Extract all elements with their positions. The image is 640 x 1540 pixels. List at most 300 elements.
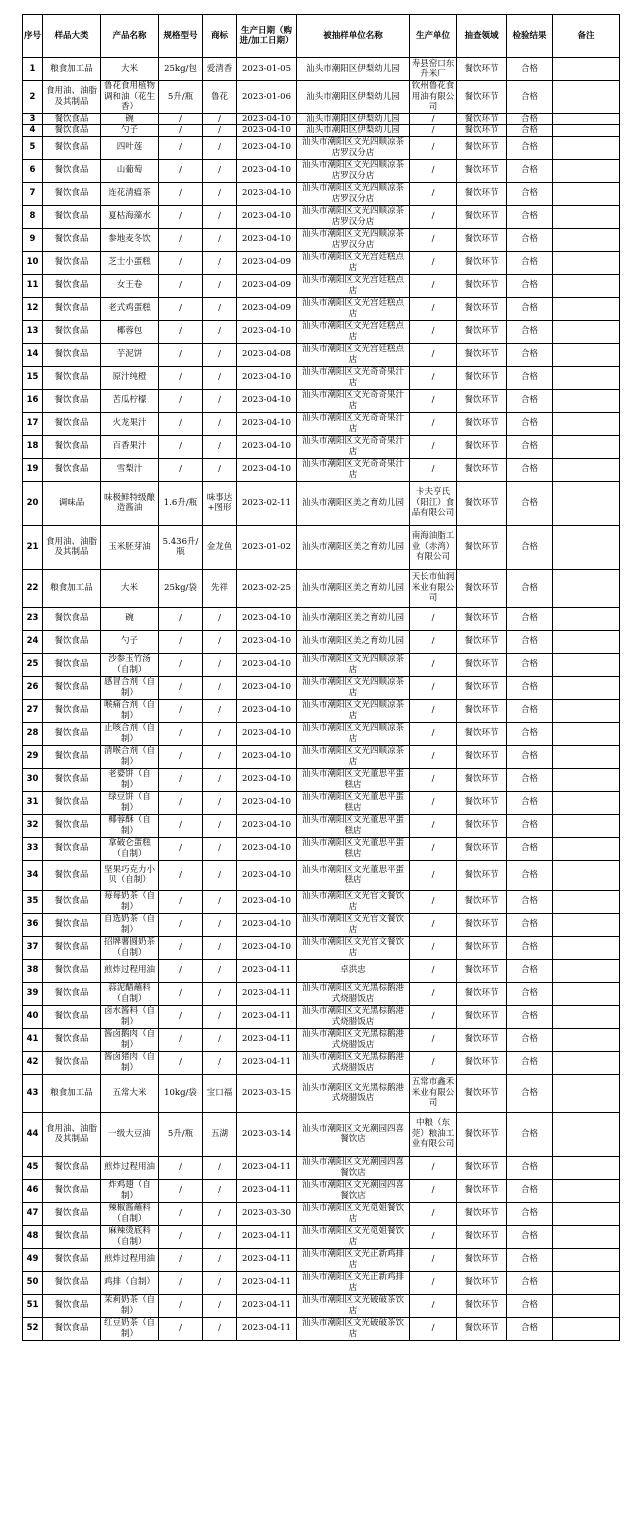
cell-sampled-unit: 汕头市潮阳区文光四顺凉茶店罗汉分店 bbox=[297, 205, 410, 228]
cell-date: 2023-04-11 bbox=[237, 1271, 297, 1294]
cell-date: 2023-04-11 bbox=[237, 1225, 297, 1248]
cell-product-name: 坚果巧克力小贝（自制） bbox=[101, 860, 159, 890]
cell-domain: 餐饮环节 bbox=[457, 768, 507, 791]
cell-category: 餐饮食品 bbox=[43, 699, 101, 722]
cell-index: 47 bbox=[23, 1202, 43, 1225]
cell-sampled-unit: 汕头市潮阳区美之育幼儿园 bbox=[297, 481, 410, 525]
cell-product-name: 炸鸡翅（自制） bbox=[101, 1179, 159, 1202]
cell-spec: / bbox=[159, 814, 203, 837]
cell-domain: 餐饮环节 bbox=[457, 1225, 507, 1248]
cell-manufacturer: / bbox=[410, 1294, 457, 1317]
cell-result: 合格 bbox=[507, 1179, 553, 1202]
cell-category: 餐饮食品 bbox=[43, 113, 101, 125]
cell-product-name: 苦瓜柠檬 bbox=[101, 389, 159, 412]
cell-remarks bbox=[553, 1225, 620, 1248]
header-result: 检验结果 bbox=[507, 15, 553, 58]
cell-date: 2023-04-11 bbox=[237, 1294, 297, 1317]
cell-manufacturer: / bbox=[410, 125, 457, 137]
cell-index: 22 bbox=[23, 569, 43, 607]
cell-category: 食用油、油脂及其制品 bbox=[43, 1112, 101, 1156]
cell-manufacturer: / bbox=[410, 1051, 457, 1074]
cell-result: 合格 bbox=[507, 699, 553, 722]
cell-remarks bbox=[553, 58, 620, 81]
cell-category: 餐饮食品 bbox=[43, 366, 101, 389]
cell-remarks bbox=[553, 890, 620, 913]
cell-brand: / bbox=[203, 630, 237, 653]
cell-remarks bbox=[553, 136, 620, 159]
cell-spec: / bbox=[159, 936, 203, 959]
cell-index: 2 bbox=[23, 81, 43, 114]
cell-result: 合格 bbox=[507, 653, 553, 676]
cell-index: 41 bbox=[23, 1028, 43, 1051]
cell-brand: / bbox=[203, 676, 237, 699]
cell-spec: / bbox=[159, 1202, 203, 1225]
cell-domain: 餐饮环节 bbox=[457, 320, 507, 343]
cell-brand: / bbox=[203, 274, 237, 297]
cell-spec: / bbox=[159, 1225, 203, 1248]
table-body bbox=[23, 58, 620, 1341]
header-date: 生产日期（购进/加工日期） bbox=[237, 15, 297, 58]
cell-product-name: 卤水酱料（自制） bbox=[101, 1005, 159, 1028]
table-row bbox=[23, 125, 620, 137]
cell-result: 合格 bbox=[507, 297, 553, 320]
table-row bbox=[23, 1317, 620, 1340]
cell-product-name: 百香果汁 bbox=[101, 435, 159, 458]
cell-index: 5 bbox=[23, 136, 43, 159]
cell-category: 餐饮食品 bbox=[43, 251, 101, 274]
cell-domain: 餐饮环节 bbox=[457, 699, 507, 722]
cell-product-name: 勺子 bbox=[101, 630, 159, 653]
cell-spec: / bbox=[159, 366, 203, 389]
table-row bbox=[23, 653, 620, 676]
cell-product-name: 连花清瘟茶 bbox=[101, 182, 159, 205]
cell-manufacturer: 钦州鲁花食用油有限公司 bbox=[410, 81, 457, 114]
cell-result: 合格 bbox=[507, 1005, 553, 1028]
cell-spec: / bbox=[159, 182, 203, 205]
cell-result: 合格 bbox=[507, 205, 553, 228]
table-row bbox=[23, 1179, 620, 1202]
cell-index: 10 bbox=[23, 251, 43, 274]
cell-index: 19 bbox=[23, 458, 43, 481]
table-row bbox=[23, 343, 620, 366]
cell-product-name: 老婆饼（自制） bbox=[101, 768, 159, 791]
cell-domain: 餐饮环节 bbox=[457, 913, 507, 936]
cell-result: 合格 bbox=[507, 814, 553, 837]
table-row bbox=[23, 982, 620, 1005]
cell-index: 4 bbox=[23, 125, 43, 137]
cell-result: 合格 bbox=[507, 136, 553, 159]
cell-brand: / bbox=[203, 913, 237, 936]
table-row bbox=[23, 814, 620, 837]
cell-category: 餐饮食品 bbox=[43, 791, 101, 814]
cell-result: 合格 bbox=[507, 525, 553, 569]
table-row bbox=[23, 607, 620, 630]
cell-remarks bbox=[553, 81, 620, 114]
cell-spec: / bbox=[159, 699, 203, 722]
cell-category: 餐饮食品 bbox=[43, 228, 101, 251]
cell-index: 21 bbox=[23, 525, 43, 569]
cell-result: 合格 bbox=[507, 1074, 553, 1112]
cell-sampled-unit: 汕头市潮阳区文光董思平蛋糕店 bbox=[297, 768, 410, 791]
cell-manufacturer: / bbox=[410, 136, 457, 159]
cell-sampled-unit: 汕头市潮阳区文光董思平蛋糕店 bbox=[297, 860, 410, 890]
cell-product-name: 大米 bbox=[101, 569, 159, 607]
cell-domain: 餐饮环节 bbox=[457, 722, 507, 745]
cell-product-name: 清喉合剂（自制） bbox=[101, 745, 159, 768]
cell-remarks bbox=[553, 525, 620, 569]
cell-manufacturer: / bbox=[410, 1202, 457, 1225]
cell-result: 合格 bbox=[507, 768, 553, 791]
cell-sampled-unit: 汕头市潮阳区文光四顺凉茶店 bbox=[297, 676, 410, 699]
cell-brand: / bbox=[203, 890, 237, 913]
cell-remarks bbox=[553, 1248, 620, 1271]
cell-product-name: 蒜泥醋蘸料（自制） bbox=[101, 982, 159, 1005]
cell-remarks bbox=[553, 435, 620, 458]
cell-result: 合格 bbox=[507, 1248, 553, 1271]
cell-product-name: 芝士小蛋糕 bbox=[101, 251, 159, 274]
cell-sampled-unit: 汕头市潮阳区文光四顺凉茶店 bbox=[297, 699, 410, 722]
cell-domain: 餐饮环节 bbox=[457, 251, 507, 274]
cell-index: 46 bbox=[23, 1179, 43, 1202]
cell-result: 合格 bbox=[507, 343, 553, 366]
cell-category: 餐饮食品 bbox=[43, 722, 101, 745]
header-domain: 抽查领域 bbox=[457, 15, 507, 58]
cell-sampled-unit: 汕头市潮阳区文光四顺凉茶店罗汉分店 bbox=[297, 228, 410, 251]
table-header-row bbox=[23, 15, 620, 58]
cell-spec: / bbox=[159, 228, 203, 251]
cell-result: 合格 bbox=[507, 320, 553, 343]
cell-index: 33 bbox=[23, 837, 43, 860]
cell-category: 餐饮食品 bbox=[43, 343, 101, 366]
cell-brand: / bbox=[203, 297, 237, 320]
cell-spec: / bbox=[159, 860, 203, 890]
cell-sampled-unit: 汕头市潮阳区文光宫廷糕点店 bbox=[297, 274, 410, 297]
cell-index: 52 bbox=[23, 1317, 43, 1340]
cell-remarks bbox=[553, 1112, 620, 1156]
cell-sampled-unit: 汕头市潮阳区文光觅姐餐饮店 bbox=[297, 1225, 410, 1248]
cell-domain: 餐饮环节 bbox=[457, 1028, 507, 1051]
cell-spec: / bbox=[159, 768, 203, 791]
header-remarks: 备注 bbox=[553, 15, 620, 58]
cell-category: 餐饮食品 bbox=[43, 412, 101, 435]
cell-product-name: 味极鲜特级酿造酱油 bbox=[101, 481, 159, 525]
cell-domain: 餐饮环节 bbox=[457, 1074, 507, 1112]
cell-result: 合格 bbox=[507, 1317, 553, 1340]
cell-remarks bbox=[553, 1156, 620, 1179]
header-category: 样品大类 bbox=[43, 15, 101, 58]
cell-date: 2023-04-10 bbox=[237, 791, 297, 814]
cell-brand: / bbox=[203, 205, 237, 228]
cell-date: 2023-04-10 bbox=[237, 412, 297, 435]
cell-date: 2023-03-14 bbox=[237, 1112, 297, 1156]
header-manufacturer: 生产单位 bbox=[410, 15, 457, 58]
cell-spec: 5.436升/瓶 bbox=[159, 525, 203, 569]
table-row bbox=[23, 630, 620, 653]
table-row bbox=[23, 205, 620, 228]
table-row bbox=[23, 959, 620, 982]
cell-brand: / bbox=[203, 1028, 237, 1051]
cell-result: 合格 bbox=[507, 745, 553, 768]
cell-domain: 餐饮环节 bbox=[457, 136, 507, 159]
cell-domain: 餐饮环节 bbox=[457, 1202, 507, 1225]
cell-category: 餐饮食品 bbox=[43, 136, 101, 159]
cell-index: 20 bbox=[23, 481, 43, 525]
cell-spec: / bbox=[159, 913, 203, 936]
cell-spec: / bbox=[159, 1028, 203, 1051]
cell-spec: / bbox=[159, 607, 203, 630]
cell-brand: / bbox=[203, 125, 237, 137]
cell-brand: / bbox=[203, 791, 237, 814]
cell-date: 2023-04-10 bbox=[237, 913, 297, 936]
table-row bbox=[23, 1005, 620, 1028]
cell-remarks bbox=[553, 297, 620, 320]
cell-manufacturer: / bbox=[410, 389, 457, 412]
cell-date: 2023-04-11 bbox=[237, 1005, 297, 1028]
cell-brand: / bbox=[203, 607, 237, 630]
cell-brand: / bbox=[203, 1005, 237, 1028]
cell-category: 餐饮食品 bbox=[43, 860, 101, 890]
cell-product-name: 止咳合剂（自制） bbox=[101, 722, 159, 745]
cell-brand: / bbox=[203, 959, 237, 982]
cell-result: 合格 bbox=[507, 251, 553, 274]
cell-date: 2023-04-11 bbox=[237, 1317, 297, 1340]
cell-date: 2023-04-09 bbox=[237, 297, 297, 320]
cell-spec: / bbox=[159, 1005, 203, 1028]
cell-product-name: 茉莉奶茶（自制） bbox=[101, 1294, 159, 1317]
cell-domain: 餐饮环节 bbox=[457, 205, 507, 228]
cell-category: 餐饮食品 bbox=[43, 1271, 101, 1294]
cell-index: 23 bbox=[23, 607, 43, 630]
cell-result: 合格 bbox=[507, 389, 553, 412]
cell-domain: 餐饮环节 bbox=[457, 159, 507, 182]
cell-date: 2023-04-11 bbox=[237, 982, 297, 1005]
cell-product-name: 夏枯海藻水 bbox=[101, 205, 159, 228]
cell-product-name: 红豆奶茶（自制） bbox=[101, 1317, 159, 1340]
cell-domain: 餐饮环节 bbox=[457, 343, 507, 366]
cell-brand: / bbox=[203, 182, 237, 205]
cell-sampled-unit: 汕头市潮阳区文光四顺凉茶店罗汉分店 bbox=[297, 159, 410, 182]
cell-domain: 餐饮环节 bbox=[457, 982, 507, 1005]
cell-sampled-unit: 汕头市潮阳区文光黑棕鹅港式烧腊饭店 bbox=[297, 1005, 410, 1028]
table-row bbox=[23, 791, 620, 814]
cell-category: 餐饮食品 bbox=[43, 1317, 101, 1340]
cell-product-name: 雪梨汁 bbox=[101, 458, 159, 481]
cell-domain: 餐饮环节 bbox=[457, 1294, 507, 1317]
table-row bbox=[23, 297, 620, 320]
cell-date: 2023-04-08 bbox=[237, 343, 297, 366]
table-row bbox=[23, 1248, 620, 1271]
table-row bbox=[23, 81, 620, 114]
header-index: 序号 bbox=[23, 15, 43, 58]
cell-brand: / bbox=[203, 982, 237, 1005]
cell-spec: / bbox=[159, 343, 203, 366]
cell-spec: / bbox=[159, 1248, 203, 1271]
cell-spec: / bbox=[159, 791, 203, 814]
cell-category: 粮食加工品 bbox=[43, 58, 101, 81]
cell-date: 2023-04-10 bbox=[237, 205, 297, 228]
cell-domain: 餐饮环节 bbox=[457, 297, 507, 320]
cell-domain: 餐饮环节 bbox=[457, 1051, 507, 1074]
cell-sampled-unit: 汕头市潮阳区文光奇奇果汁店 bbox=[297, 389, 410, 412]
cell-remarks bbox=[553, 1202, 620, 1225]
cell-result: 合格 bbox=[507, 228, 553, 251]
cell-sampled-unit: 汕头市潮阳区文光黑棕鹅港式烧腊饭店 bbox=[297, 1074, 410, 1112]
cell-result: 合格 bbox=[507, 435, 553, 458]
table-row bbox=[23, 837, 620, 860]
cell-category: 粮食加工品 bbox=[43, 1074, 101, 1112]
table-row bbox=[23, 58, 620, 81]
cell-manufacturer: / bbox=[410, 959, 457, 982]
cell-remarks bbox=[553, 113, 620, 125]
cell-domain: 餐饮环节 bbox=[457, 569, 507, 607]
cell-index: 28 bbox=[23, 722, 43, 745]
cell-domain: 餐饮环节 bbox=[457, 182, 507, 205]
cell-brand: / bbox=[203, 251, 237, 274]
cell-product-name: 喉痛合剂（自制） bbox=[101, 699, 159, 722]
cell-remarks bbox=[553, 481, 620, 525]
cell-sampled-unit: 汕头市潮阳区文光官文餐饮店 bbox=[297, 913, 410, 936]
table-row bbox=[23, 1271, 620, 1294]
cell-domain: 餐饮环节 bbox=[457, 630, 507, 653]
cell-product-name: 老式鸡蛋糕 bbox=[101, 297, 159, 320]
cell-brand: / bbox=[203, 814, 237, 837]
cell-sampled-unit: 汕头市潮阳区文光破破茶饮店 bbox=[297, 1317, 410, 1340]
cell-remarks bbox=[553, 343, 620, 366]
cell-spec: / bbox=[159, 320, 203, 343]
cell-index: 18 bbox=[23, 435, 43, 458]
cell-product-name: 火龙果汁 bbox=[101, 412, 159, 435]
cell-domain: 餐饮环节 bbox=[457, 837, 507, 860]
cell-date: 2023-04-09 bbox=[237, 251, 297, 274]
cell-remarks bbox=[553, 1179, 620, 1202]
cell-brand: / bbox=[203, 366, 237, 389]
cell-result: 合格 bbox=[507, 412, 553, 435]
cell-category: 餐饮食品 bbox=[43, 1156, 101, 1179]
cell-index: 7 bbox=[23, 182, 43, 205]
cell-index: 37 bbox=[23, 936, 43, 959]
table-row bbox=[23, 890, 620, 913]
cell-date: 2023-04-10 bbox=[237, 722, 297, 745]
cell-product-name: 椰蓉酥（自制） bbox=[101, 814, 159, 837]
cell-brand: / bbox=[203, 768, 237, 791]
cell-remarks bbox=[553, 458, 620, 481]
table-row bbox=[23, 1074, 620, 1112]
cell-result: 合格 bbox=[507, 890, 553, 913]
cell-sampled-unit: 汕头市潮阳区文光宫廷糕点店 bbox=[297, 320, 410, 343]
table-row bbox=[23, 435, 620, 458]
cell-category: 餐饮食品 bbox=[43, 320, 101, 343]
cell-manufacturer: / bbox=[410, 860, 457, 890]
cell-result: 合格 bbox=[507, 936, 553, 959]
cell-sampled-unit: 汕头市潮阳区文光四顺凉茶店 bbox=[297, 745, 410, 768]
table-row bbox=[23, 320, 620, 343]
cell-brand: / bbox=[203, 1317, 237, 1340]
cell-domain: 餐饮环节 bbox=[457, 1005, 507, 1028]
cell-manufacturer: 卡夫亨氏（阳江）食品有限公司 bbox=[410, 481, 457, 525]
cell-manufacturer: / bbox=[410, 676, 457, 699]
cell-product-name: 参地麦冬饮 bbox=[101, 228, 159, 251]
cell-manufacturer: / bbox=[410, 205, 457, 228]
cell-manufacturer: / bbox=[410, 1225, 457, 1248]
cell-category: 餐饮食品 bbox=[43, 607, 101, 630]
cell-domain: 餐饮环节 bbox=[457, 228, 507, 251]
cell-result: 合格 bbox=[507, 791, 553, 814]
cell-product-name: 山葡萄 bbox=[101, 159, 159, 182]
cell-sampled-unit: 汕头市潮阳区文光潮园四喜餐饮店 bbox=[297, 1112, 410, 1156]
cell-result: 合格 bbox=[507, 81, 553, 114]
cell-index: 12 bbox=[23, 297, 43, 320]
cell-category: 餐饮食品 bbox=[43, 653, 101, 676]
cell-category: 餐饮食品 bbox=[43, 1248, 101, 1271]
cell-date: 2023-04-11 bbox=[237, 1248, 297, 1271]
cell-result: 合格 bbox=[507, 630, 553, 653]
cell-manufacturer: / bbox=[410, 366, 457, 389]
cell-spec: / bbox=[159, 1051, 203, 1074]
cell-brand: / bbox=[203, 435, 237, 458]
cell-manufacturer: / bbox=[410, 890, 457, 913]
table-row bbox=[23, 1051, 620, 1074]
cell-brand: / bbox=[203, 745, 237, 768]
cell-brand: 宝口福 bbox=[203, 1074, 237, 1112]
cell-sampled-unit: 汕头市潮阳区美之育幼儿园 bbox=[297, 525, 410, 569]
cell-spec: / bbox=[159, 159, 203, 182]
cell-index: 24 bbox=[23, 630, 43, 653]
cell-brand: / bbox=[203, 228, 237, 251]
cell-remarks bbox=[553, 1005, 620, 1028]
table-row bbox=[23, 366, 620, 389]
cell-brand: / bbox=[203, 1225, 237, 1248]
cell-date: 2023-04-09 bbox=[237, 274, 297, 297]
cell-remarks bbox=[553, 320, 620, 343]
cell-result: 合格 bbox=[507, 481, 553, 525]
cell-index: 43 bbox=[23, 1074, 43, 1112]
cell-category: 餐饮食品 bbox=[43, 768, 101, 791]
cell-index: 45 bbox=[23, 1156, 43, 1179]
cell-domain: 餐饮环节 bbox=[457, 959, 507, 982]
cell-sampled-unit: 汕头市潮阳区美之育幼儿园 bbox=[297, 630, 410, 653]
cell-domain: 餐饮环节 bbox=[457, 1156, 507, 1179]
cell-sampled-unit: 汕头市潮阳区文光董思平蛋糕店 bbox=[297, 791, 410, 814]
cell-sampled-unit: 卓洪忠 bbox=[297, 959, 410, 982]
table-row bbox=[23, 458, 620, 481]
cell-sampled-unit: 汕头市潮阳区文光觅姐餐饮店 bbox=[297, 1202, 410, 1225]
cell-sampled-unit: 汕头市潮阳区文光董思平蛋糕店 bbox=[297, 837, 410, 860]
cell-date: 2023-02-25 bbox=[237, 569, 297, 607]
cell-spec: / bbox=[159, 113, 203, 125]
table-row bbox=[23, 936, 620, 959]
cell-index: 13 bbox=[23, 320, 43, 343]
table-row bbox=[23, 699, 620, 722]
table-row bbox=[23, 676, 620, 699]
cell-category: 餐饮食品 bbox=[43, 274, 101, 297]
cell-spec: 25kg/袋 bbox=[159, 569, 203, 607]
cell-result: 合格 bbox=[507, 1294, 553, 1317]
cell-date: 2023-04-10 bbox=[237, 136, 297, 159]
cell-product-name: 大米 bbox=[101, 58, 159, 81]
cell-sampled-unit: 汕头市潮阳区文光奇奇果汁店 bbox=[297, 435, 410, 458]
cell-spec: / bbox=[159, 1271, 203, 1294]
cell-spec: / bbox=[159, 1317, 203, 1340]
cell-spec: / bbox=[159, 251, 203, 274]
cell-category: 餐饮食品 bbox=[43, 837, 101, 860]
table-row bbox=[23, 113, 620, 125]
cell-category: 食用油、油脂及其制品 bbox=[43, 525, 101, 569]
cell-result: 合格 bbox=[507, 1271, 553, 1294]
cell-brand: / bbox=[203, 389, 237, 412]
table-row bbox=[23, 251, 620, 274]
cell-category: 餐饮食品 bbox=[43, 159, 101, 182]
cell-category: 食用油、油脂及其制品 bbox=[43, 81, 101, 114]
